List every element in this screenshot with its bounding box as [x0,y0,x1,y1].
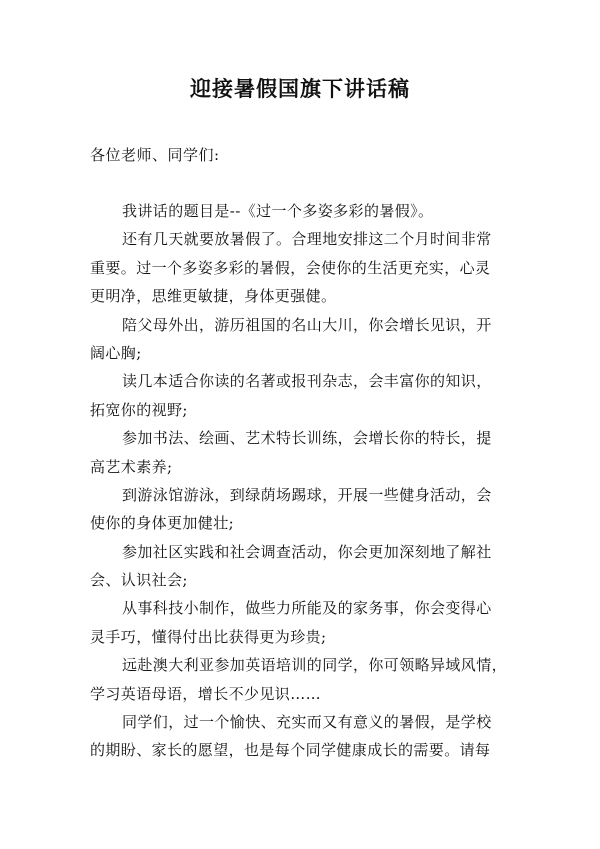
paragraph [90,225,520,310]
text-line: 陪父母外出，游历祖国的名山大川，你会增长见识，开 [122,315,492,334]
text-line: 从事科技小制作，做些力所能及的家务事，你会变得心 [122,599,492,618]
text-line: 读几本适合你读的名著或报刊杂志，会丰富你的知识， [122,372,492,391]
text-line: 高艺术素养; [90,457,173,476]
text-line: 阔心胸; [90,343,142,362]
text-line: 还有几天就要放暑假了。合理地安排这二个月时间非常 [122,230,492,249]
paragraph [90,197,520,225]
paragraph [90,367,520,424]
text-line: 学习英语母语，增长不少见识…… [90,684,322,703]
text-line: 远赴澳大利亚参加英语培训的同学，你可领略异域风情， [122,656,508,675]
text-line: 参加社区实践和社会调查活动，你会更加深刻地了解社 [122,542,492,561]
text-line: 拓宽你的视野; [90,400,188,419]
text-line: 使你的身体更加健壮; [90,514,235,533]
document-body [90,197,520,765]
paragraph [90,651,520,708]
text-line: 同学们，过一个愉快、充实而又有意义的暑假，是学校 [122,713,492,732]
text-line: 到游泳馆游泳，到绿荫场踢球，开展一些健身活动，会 [122,485,492,504]
text-line: 灵手巧，懂得付出比获得更为珍贵; [90,627,327,646]
document-title: 迎接暑假国旗下讲话稿 [190,77,410,101]
paragraph [90,594,520,651]
text-line: 我讲话的题目是--《过一个多姿多彩的暑假》。 [122,202,434,220]
paragraph [90,424,520,481]
paragraph [90,538,520,595]
paragraph [90,481,520,538]
text-line: 的期盼、家长的愿望，也是每个同学健康成长的需要。请每 [90,741,491,760]
salutation: 各位老师、同学们: [90,146,220,164]
paragraph [90,311,520,368]
text-line: 参加书法、绘画、艺术特长训练，会增长你的特长，提 [122,429,492,448]
paragraph [90,708,520,765]
text-line: 更明净，思维更敏捷，身体更强健。 [90,287,337,306]
text-line: 重要。过一个多姿多彩的暑假，会使你的生活更充实，心灵 [90,258,491,277]
text-line: 会、认识社会; [90,571,188,590]
